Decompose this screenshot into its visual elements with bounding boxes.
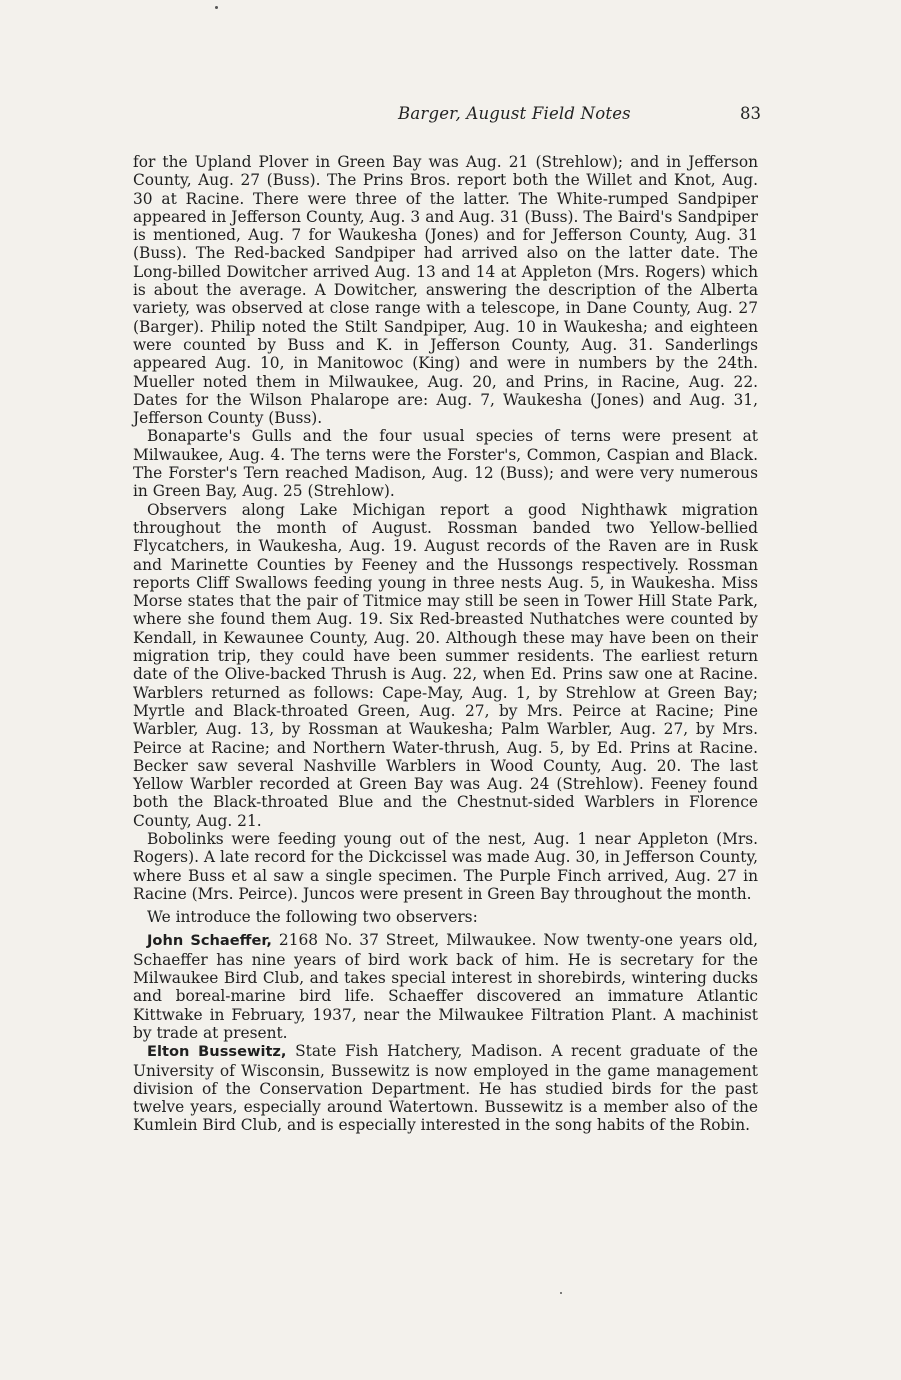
paper-speck <box>560 1292 562 1294</box>
observer-name: Elton Bussewitz, <box>147 1043 287 1061</box>
paragraph-gulls-terns: Bonaparte's Gulls and the four usual species of terns were present at Milwaukee, Aug. 4. The terns were the Forster's, Common, Caspian and Black. The Forster's Tern reached Madison, Aug. 12 (Buss); and were very numerous in Green Bay, Aug. 25 (Strehlow). <box>133 427 758 501</box>
observer-name: John Schaeffer, <box>147 932 272 950</box>
observer-bio: 2168 No. 37 Street, Milwaukee. Now twenty-one years old, Schaeffer has nine years of bird work back of him. He is secretary for the Milwaukee Bird Club, and takes special interest in shorebirds, wintering ducks and boreal-marine bird life. Schaeffer discovered an immature Atlantic Kittwake in February, 1937, near the Milwaukee Filtration Plant. A machinist by trade at present. <box>133 931 758 1042</box>
page-number: 83 <box>740 104 761 123</box>
paragraph-passerines: Observers along Lake Michigan report a good Nighthawk migration throughout the month of August. Rossman banded two Yellow-bellied Flycatchers, in Waukesha, Aug. 19. August records of the Raven are in Rusk and Marinette Counties by Feeney and the Hussongs respectively. Rossman reports Cliff Swallows feeding young in three nests Aug. 5, in Waukesha. Miss Morse states that the pair of Titmice may still be seen in Tower Hill State Park, where she found them Aug. 19. Six Red-breasted Nuthatches were counted by Kendall, in Kewaunee County, Aug. 20. Although these may have been on their migration trip, they could have been summer residents. The earliest return date of the Olive-backed Thrush is Aug. 22, when Ed. Prins saw one at Racine. Warblers returned as follows: Cape-May, Aug. 1, by Strehlow at Green Bay; Myrtle and Black-throated Green, Aug. 27, by Mrs. Peirce at Racine; Pine Warbler, Aug. 13, by Rossman at Waukesha; Palm Warbler, Aug. 27, by Mrs. Peirce at Racine; and Northern Water-thrush, Aug. 5, by Ed. Prins at Racine. Becker saw several Nashville Warblers in Wood County, Aug. 20. The last Yellow Warbler recorded at Green Bay was Aug. 24 (Strehlow). Feeney found both the Black-throated Blue and the Chestnut-sided Warblers in Florence County, Aug. 21. <box>133 500 758 830</box>
observer-entry-bussewitz <box>133 1042 758 1134</box>
paragraph-observers-intro: We introduce the following two observers: <box>147 908 478 927</box>
paragraph-shorebirds: for the Upland Plover in Green Bay was Aug. 21 (Strehlow); and in Jefferson County, Aug. 27 (Buss). The Prins Bros. report both the Willet and Knot, Aug. 30 at Racine. There were three of the latter. The White-rumped Sandpiper appeared in Jefferson County, Aug. 3 and Aug. 31 (Buss). The Baird's Sandpiper is mentioned, Aug. 7 for Waukesha (Jones) and for Jefferson County, Aug. 31 (Buss). The Red-backed Sandpiper had arrived also on the latter date. The Long-billed Dowitcher arrived Aug. 13 and 14 at Appleton (Mrs. Rogers) which is about the average. A Dowitcher, answering the description of the Alberta variety, was observed at close range with a telescope, in Dane County, Aug. 27 (Barger). Philip noted the Stilt Sandpiper, Aug. 10 in Waukesha; and eighteen were counted by Buss and K. in Jefferson County, Aug. 31. Sanderlings appeared Aug. 10, in Manitowoc (King) and were in numbers by the 24th. Mueller noted them in Milwaukee, Aug. 20, and Prins, in Racine, Aug. 22. Dates for the Wilson Phalarope are: Aug. 7, Waukesha (Jones) and Aug. 31, Jefferson County (Buss). <box>133 153 758 428</box>
running-head: Barger, August Field Notes <box>398 104 631 123</box>
observer-entry-schaeffer <box>133 931 758 1042</box>
paper-speck <box>215 6 218 9</box>
paragraph-late-records: Bobolinks were feeding young out of the nest, Aug. 1 near Appleton (Mrs. Rogers). A late record for the Dickcissel was made Aug. 30, in Jefferson County, where Buss et al saw a single specimen. The Purple Finch arrived, Aug. 27 in Racine (Mrs. Peirce). Juncos were present in Green Bay throughout the month. <box>133 829 758 903</box>
article-body <box>133 153 758 1135</box>
observer-bio: State Fish Hatchery, Madison. A recent graduate of the University of Wisconsin, Bussewitz is now employed in the game management division of the Conservation Department. He has studied birds for the past twelve years, especially around Watertown. Bussewitz is a member also of the Kumlein Bird Club, and is especially interested in the song habits of the Robin. <box>133 1042 758 1135</box>
